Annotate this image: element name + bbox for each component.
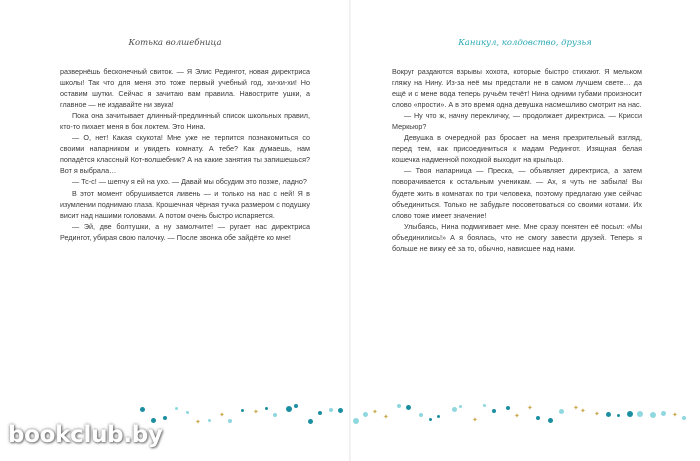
paragraph: — Эй, две болтушки, а ну замолчите! — ругает нас директриса Редингот, убирая свою палочку. — После звонка обе зайдёте ко мне! xyxy=(60,221,310,242)
paragraph: В этот момент обрушивается ливень — и только на нас с ней! Я в изумлении поднимаю глаза. Крошечная чёрная тучка размером с подушку висит над нашими головами. А потом очень быстро испаряется. xyxy=(60,188,310,220)
left-page-text xyxy=(60,66,310,243)
right-page xyxy=(350,0,700,461)
decorative-dot xyxy=(286,406,292,412)
sparkle-icon: ✦ xyxy=(195,418,201,426)
sparkle-icon: ✦ xyxy=(219,411,225,419)
decorative-dot xyxy=(617,414,620,417)
paragraph: — Ну что ж, начну перекличку, — продолжает директриса. — Крисси Меркьюр? xyxy=(392,111,642,132)
decorative-dot xyxy=(650,412,656,418)
decorative-dot xyxy=(308,419,313,424)
sparkle-icon: ✦ xyxy=(253,408,259,416)
sparkle-icon: ✦ xyxy=(573,404,579,412)
paragraph: Девушка в очередной раз бросает на меня презрительный взгляд, перед тем, как присоединиться к мадам Редингот. Изящная белая кошечка надменной походкой выходит на крыльцо. xyxy=(392,133,642,165)
decorative-dot xyxy=(661,411,666,416)
decorative-dot xyxy=(406,405,411,410)
decorative-dot xyxy=(452,407,457,412)
decorative-dot xyxy=(175,407,178,410)
decorative-dot xyxy=(186,411,189,414)
decorative-dot xyxy=(483,404,486,407)
left-running-head: Котька волшебница xyxy=(128,38,222,48)
decorative-dot xyxy=(140,407,145,412)
sparkle-icon: ✦ xyxy=(514,412,520,420)
decorative-dot xyxy=(163,416,167,420)
sparkle-icon: ✦ xyxy=(372,408,378,416)
paragraph: — Твоя напарница — Преска, — объявляет директриса, а затем поворачивается к остальным ученикам. — Ах, я чуть не забыла! Вы будете жить в комнатах по три человека, поэтому предлагаю уже сейчас объединиться. Только не забудьте посоветоваться со своими котами. Их слово тоже имеет значение! xyxy=(392,166,642,220)
decorative-dot xyxy=(637,411,643,417)
decorative-dot xyxy=(536,416,540,420)
paragraph: развернёшь бесконечный свиток. — Я Элис Редингот, новая директриса школы! Так что для меня это тоже первый учебный год, хи-хи-хи! Но оставим шутки. Сейчас я зачитаю вам правила. Навострите ушки, а главное — не издавайте ни звука! xyxy=(60,67,310,110)
watermark-logo: bookclub.by xyxy=(8,422,163,448)
decorative-dot xyxy=(492,409,496,413)
decorative-dot xyxy=(437,415,440,418)
decorative-dot xyxy=(459,405,462,408)
paragraph: Улыбаясь, Нина подмигивает мне. Мне сразу понятен её посыл: «Мы объединились!» А я боялась, что не смогу завести друзей. Теперь я больше не вижу её за то, обычно, нависшее над нами. xyxy=(392,221,642,253)
decorative-dot xyxy=(294,404,298,408)
decorative-dot xyxy=(419,413,423,417)
decorative-dot xyxy=(559,409,564,414)
paragraph: — О, нет! Какая скукота! Мне уже не терпится познакомиться со своими напарником и увидеть комнату. А тебе? Как думаешь, нам попадётся классный Кот-волшебник? А на какие занятия ты запишешься? Вот я выбрала… xyxy=(60,133,310,176)
sparkle-icon: ✦ xyxy=(594,410,600,418)
decorative-dot xyxy=(329,408,333,412)
decorative-dot xyxy=(363,412,368,417)
decorative-dot xyxy=(338,408,343,413)
sparkle-icon: ✦ xyxy=(580,407,586,415)
paragraph: — Тс-с! — шепчу я ей на ухо. — Давай мы обсудим это позже, ладно? xyxy=(72,177,307,187)
decorative-dot xyxy=(273,413,277,417)
decorative-dot xyxy=(397,404,401,408)
sparkle-icon: ✦ xyxy=(472,416,478,424)
decorative-dot xyxy=(241,409,244,412)
decorative-dot xyxy=(682,416,686,420)
decorative-dot xyxy=(265,407,268,410)
paragraph: Вокруг раздаются взрывы хохота, которые быстро стихают. Я мельком гляжу на Нину. Из-за неё мы предстали не в самом лучшем свете… да ещё и с мене вода теперь ручьём течёт! Нина одними губами произносит слово «прости». А в это время одна девушка насмешливо смотрит на нас. xyxy=(392,67,642,110)
paragraph: Пока она зачитывает длинный-предлинный список школьных правил, кто-то пихает меня в бок локтем. Это Нина. xyxy=(60,111,310,132)
decorative-dot xyxy=(429,418,432,421)
right-page-text xyxy=(392,66,642,254)
sparkle-icon: ✦ xyxy=(527,404,533,412)
decorative-dot xyxy=(208,419,211,422)
decorative-dot xyxy=(548,418,553,423)
decorative-dot xyxy=(627,411,633,417)
decorative-dot xyxy=(506,406,510,410)
right-running-head: Каникул, колдовство, друзья xyxy=(458,38,592,48)
decorative-dot xyxy=(228,419,232,423)
decorative-dot xyxy=(353,418,359,424)
decorative-dot xyxy=(606,412,611,417)
sparkle-icon: ✦ xyxy=(383,413,389,421)
decorative-dot xyxy=(318,411,322,415)
sparkle-icon: ✦ xyxy=(672,411,678,419)
